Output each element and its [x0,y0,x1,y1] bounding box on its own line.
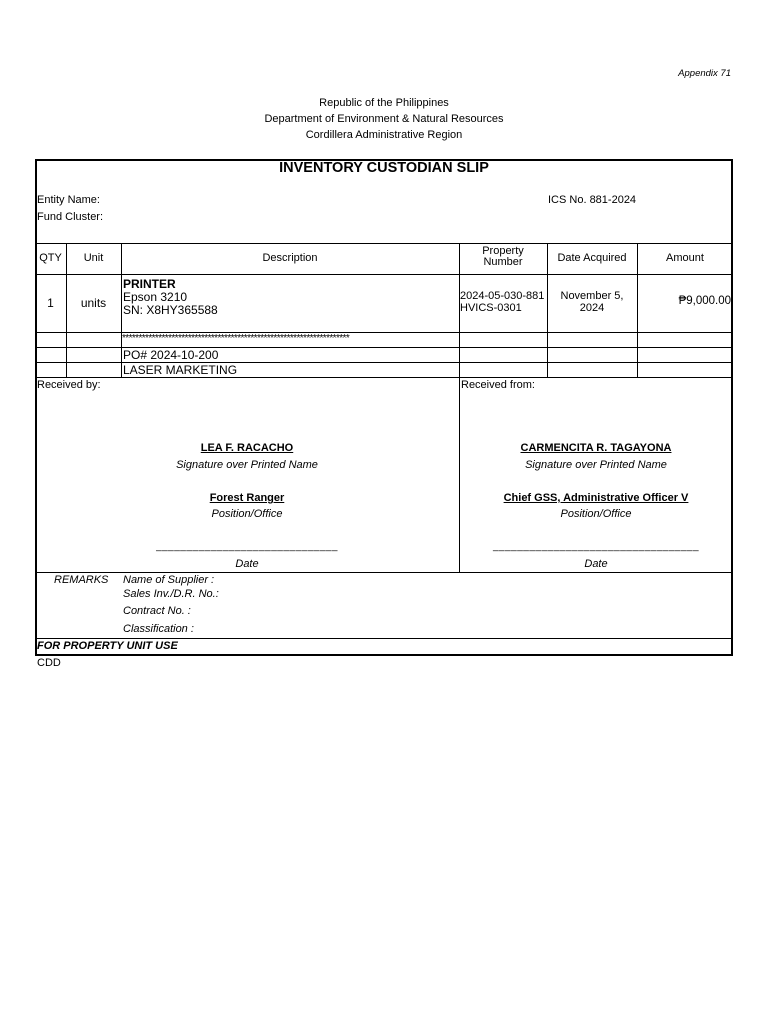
rule-table-top [35,243,733,244]
giver-position: Chief GSS, Administrative Officer V [503,492,689,504]
sales-invoice-label: Sales Inv./D.R. No.: [123,588,219,600]
header-republic: Republic of the Philippines [319,97,449,109]
rule-signature-bottom [35,572,733,573]
header-region: Cordillera Administrative Region [305,129,463,141]
property-unit-use-label: FOR PROPERTY UNIT USE [37,640,178,652]
contract-number-label: Contract No. : [123,605,191,617]
item-separator: ********************************************************************* [122,333,350,344]
rule-table-bottom [35,377,733,378]
giver-position-caption: Position/Office [560,508,632,520]
receiver-date-line: ______________________________ [156,541,338,552]
col-header-qty: QTY [39,252,62,264]
supplier-name: LASER MARKETING [123,363,238,377]
initials: CDD [37,657,61,669]
giver-signature-caption: Signature over Printed Name [525,459,667,471]
entity-name-label: Entity Name: [37,194,100,206]
item-date-acquired: November 5, 2024 [560,290,624,314]
col-header-amount: Amount [666,252,704,264]
item-unit: units [80,296,107,310]
giver-date-caption: Date [584,558,608,570]
col-header-description: Description [262,252,318,264]
receiver-name: LEA F. RACACHO [200,442,294,454]
item-description-serial: SN: X8HY365588 [123,303,218,317]
item-qty: 1 [47,296,54,310]
receiver-position-caption: Position/Office [211,508,283,520]
received-from-label: Received from: [461,379,535,391]
header-department: Department of Environment & Natural Resources [264,113,504,125]
item-description-model: Epson 3210 [123,290,188,304]
ics-number: ICS No. 881-2024 [548,194,637,206]
giver-name: CARMENCITA R. TAGAYONA [520,442,672,454]
po-number: PO# 2024-10-200 [123,348,219,362]
item-description-title: PRINTER [123,277,176,291]
rule-remarks-bottom [35,638,733,639]
receiver-signature-caption: Signature over Printed Name [176,459,318,471]
classification-label: Classification : [123,623,194,635]
receiver-position: Forest Ranger [209,492,285,504]
col-header-unit: Unit [83,252,104,264]
appendix-label: Appendix 71 [678,68,731,79]
supplier-field-label: Name of Supplier : [123,574,215,586]
received-by-label: Received by: [37,379,101,391]
form-title: INVENTORY CUSTODIAN SLIP [279,160,489,176]
receiver-date-caption: Date [235,558,259,570]
rule-header-bottom [35,274,733,275]
item-property-number: 2024-05-030-881HVICS-0301 [460,290,545,314]
fund-cluster-label: Fund Cluster: [37,211,104,223]
giver-date-line: __________________________________ [492,541,700,552]
remarks-label: REMARKS [54,574,109,586]
col-header-date-acquired: Date Acquired [557,252,627,264]
item-amount: ₱9,000.00 [678,295,731,307]
col-header-property-number: Property Number [482,245,524,268]
